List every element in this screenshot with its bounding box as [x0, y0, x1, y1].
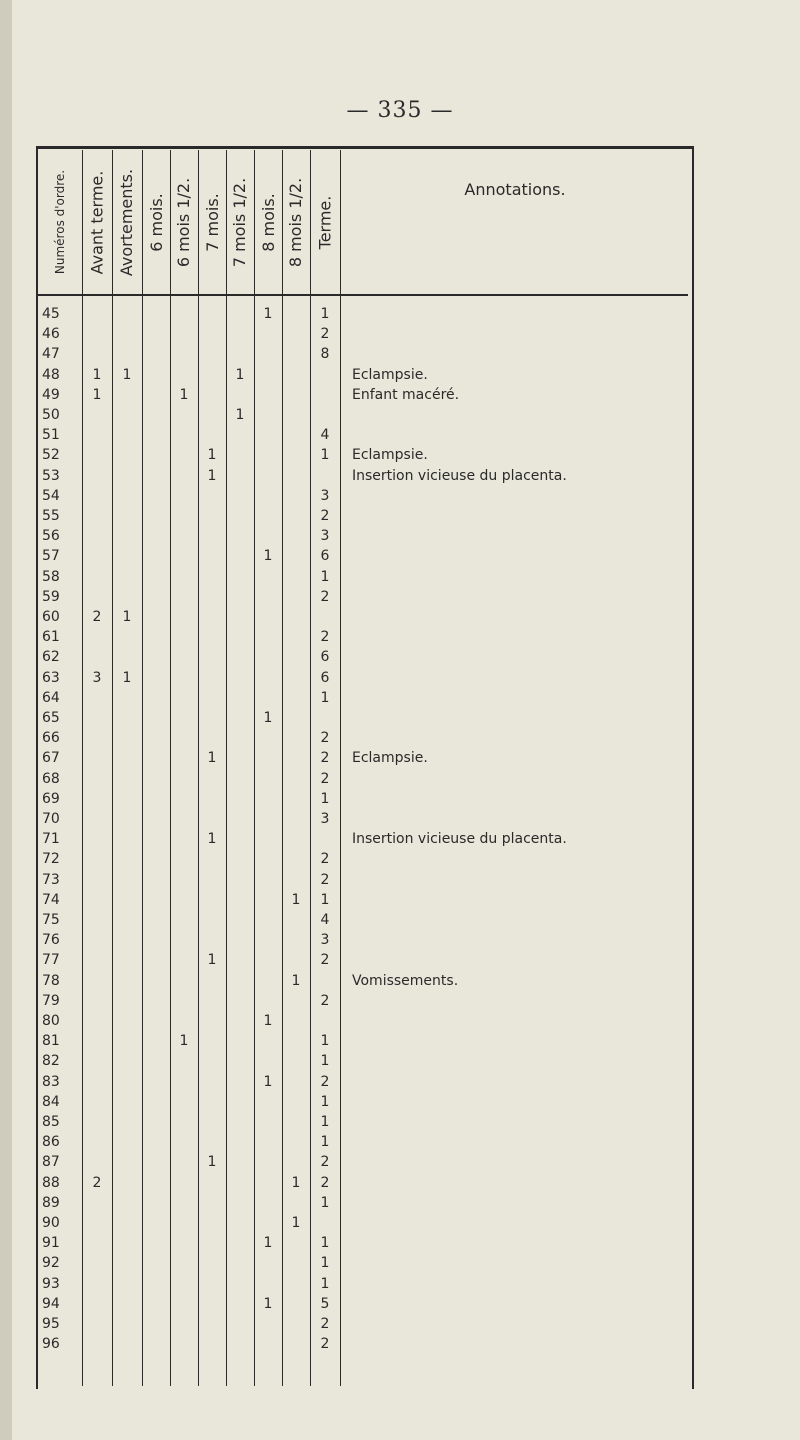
annotation-text: Eclampsie.	[352, 750, 428, 766]
cell-terme: 1	[320, 447, 330, 463]
col-header-6-mois: 6 mois.	[146, 192, 166, 252]
cell-m8: 1	[263, 1296, 273, 1312]
annotation-text: Enfant macéré.	[352, 387, 460, 403]
cell-terme: 2	[320, 629, 330, 645]
annotation-text: Eclampsie.	[352, 367, 428, 383]
cell-m6h: 1	[179, 387, 189, 403]
cell-terme: 2	[320, 589, 330, 605]
row-number: 61	[42, 629, 60, 645]
cell-m7: 1	[207, 447, 217, 463]
cell-terme: 1	[320, 1235, 330, 1251]
row-number: 76	[42, 932, 60, 948]
col-header-6-mois-demi: 6 mois 1/2.	[174, 177, 194, 267]
cell-m7: 1	[207, 1154, 217, 1170]
table-frame	[36, 146, 694, 1389]
row-number: 74	[42, 892, 60, 908]
row-number: 94	[42, 1296, 60, 1312]
row-number: 75	[42, 912, 60, 928]
col-header-8-mois: 8 mois.	[258, 192, 278, 252]
page-number: — 335 —	[346, 98, 454, 123]
row-number: 45	[42, 306, 60, 322]
row-number: 55	[42, 508, 60, 524]
cell-terme: 1	[320, 1094, 330, 1110]
row-number: 48	[42, 367, 60, 383]
cell-terme: 2	[320, 1074, 330, 1090]
cell-avant: 3	[92, 670, 102, 686]
cell-terme: 2	[320, 1175, 330, 1191]
cell-avort: 1	[122, 367, 132, 383]
row-number: 69	[42, 791, 60, 807]
cell-avant: 2	[92, 609, 102, 625]
column-divider	[282, 150, 283, 1386]
row-number: 66	[42, 730, 60, 746]
row-number: 53	[42, 468, 60, 484]
row-number: 63	[42, 670, 60, 686]
cell-terme: 1	[320, 1114, 330, 1130]
cell-terme: 4	[320, 427, 330, 443]
cell-m8: 1	[263, 548, 273, 564]
cell-terme: 2	[320, 730, 330, 746]
row-number: 83	[42, 1074, 60, 1090]
row-number: 77	[42, 952, 60, 968]
cell-terme: 2	[320, 771, 330, 787]
cell-m8h: 1	[291, 1175, 301, 1191]
cell-terme: 1	[320, 791, 330, 807]
annotation-text: Eclampsie.	[352, 447, 428, 463]
cell-m8: 1	[263, 1235, 273, 1251]
row-number: 95	[42, 1316, 60, 1332]
column-divider	[310, 150, 311, 1386]
row-number: 85	[42, 1114, 60, 1130]
row-number: 56	[42, 528, 60, 544]
row-number: 87	[42, 1154, 60, 1170]
cell-terme: 2	[320, 952, 330, 968]
cell-m7h: 1	[235, 407, 245, 423]
row-number: 64	[42, 690, 60, 706]
col-header-7-mois: 7 mois.	[202, 192, 222, 252]
cell-terme: 3	[320, 488, 330, 504]
col-header-8-mois-demi: 8 mois 1/2.	[286, 177, 306, 267]
row-number: 62	[42, 649, 60, 665]
row-number: 82	[42, 1053, 60, 1069]
cell-m7: 1	[207, 468, 217, 484]
cell-terme: 2	[320, 1316, 330, 1332]
row-number: 91	[42, 1235, 60, 1251]
cell-terme: 1	[320, 1033, 330, 1049]
row-number: 54	[42, 488, 60, 504]
cell-m8: 1	[263, 306, 273, 322]
col-header-annotations: Annotations.	[464, 180, 566, 199]
col-header-terme: Terme.	[315, 195, 335, 249]
row-number: 84	[42, 1094, 60, 1110]
row-number: 80	[42, 1013, 60, 1029]
cell-avant: 1	[92, 387, 102, 403]
cell-terme: 6	[320, 548, 330, 564]
row-number: 79	[42, 993, 60, 1009]
row-number: 46	[42, 326, 60, 342]
cell-terme: 2	[320, 1154, 330, 1170]
row-number: 70	[42, 811, 60, 827]
cell-terme: 2	[320, 326, 330, 342]
cell-terme: 2	[320, 750, 330, 766]
row-number: 72	[42, 851, 60, 867]
row-number: 96	[42, 1336, 60, 1352]
cell-terme: 4	[320, 912, 330, 928]
column-divider	[198, 150, 199, 1386]
row-number: 47	[42, 346, 60, 362]
column-divider	[112, 150, 113, 1386]
column-divider	[142, 150, 143, 1386]
cell-m7: 1	[207, 750, 217, 766]
row-number: 88	[42, 1175, 60, 1191]
cell-terme: 6	[320, 670, 330, 686]
cell-terme: 8	[320, 346, 330, 362]
cell-terme: 1	[320, 1276, 330, 1292]
row-number: 81	[42, 1033, 60, 1049]
cell-m7: 1	[207, 831, 217, 847]
row-number: 60	[42, 609, 60, 625]
row-number: 50	[42, 407, 60, 423]
cell-m8: 1	[263, 1074, 273, 1090]
cell-terme: 2	[320, 993, 330, 1009]
cell-terme: 3	[320, 811, 330, 827]
cell-terme: 2	[320, 508, 330, 524]
row-number: 71	[42, 831, 60, 847]
cell-avant: 1	[92, 367, 102, 383]
row-number: 90	[42, 1215, 60, 1231]
cell-terme: 1	[320, 1134, 330, 1150]
row-number: 92	[42, 1255, 60, 1271]
row-number: 68	[42, 771, 60, 787]
cell-avant: 2	[92, 1175, 102, 1191]
cell-m6h: 1	[179, 1033, 189, 1049]
column-divider	[340, 150, 341, 1386]
row-number: 78	[42, 973, 60, 989]
col-header-7-mois-demi: 7 mois 1/2.	[230, 177, 250, 267]
cell-terme: 2	[320, 872, 330, 888]
row-number: 89	[42, 1195, 60, 1211]
cell-terme: 6	[320, 649, 330, 665]
cell-m8h: 1	[291, 1215, 301, 1231]
cell-terme: 1	[320, 1255, 330, 1271]
column-divider	[170, 150, 171, 1386]
cell-terme: 3	[320, 932, 330, 948]
cell-m8: 1	[263, 1013, 273, 1029]
column-divider	[226, 150, 227, 1386]
cell-terme: 1	[320, 690, 330, 706]
col-header-avant-terme: Avant terme.	[87, 170, 107, 274]
cell-m8h: 1	[291, 892, 301, 908]
cell-m8h: 1	[291, 973, 301, 989]
cell-terme: 5	[320, 1296, 330, 1312]
header-rule	[38, 294, 688, 296]
cell-terme: 1	[320, 1195, 330, 1211]
page-binding-edge	[0, 0, 12, 1440]
row-number: 49	[42, 387, 60, 403]
cell-avort: 1	[122, 670, 132, 686]
cell-terme: 1	[320, 892, 330, 908]
annotation-text: Insertion vicieuse du placenta.	[352, 831, 567, 847]
annotation-text: Insertion vicieuse du placenta.	[352, 468, 567, 484]
col-header-avortements: Avortements.	[117, 168, 137, 276]
row-number: 65	[42, 710, 60, 726]
annotation-text: Vomissements.	[352, 973, 459, 989]
row-number: 73	[42, 872, 60, 888]
cell-m7h: 1	[235, 367, 245, 383]
col-header-numeros: Numéros d'ordre.	[53, 169, 68, 275]
cell-terme: 1	[320, 569, 330, 585]
cell-terme: 1	[320, 1053, 330, 1069]
cell-terme: 2	[320, 1336, 330, 1352]
cell-m8: 1	[263, 710, 273, 726]
column-divider	[82, 150, 83, 1386]
row-number: 59	[42, 589, 60, 605]
row-number: 67	[42, 750, 60, 766]
row-number: 58	[42, 569, 60, 585]
row-number: 93	[42, 1276, 60, 1292]
cell-terme: 2	[320, 851, 330, 867]
row-number: 57	[42, 548, 60, 564]
cell-m7: 1	[207, 952, 217, 968]
cell-terme: 3	[320, 528, 330, 544]
row-number: 86	[42, 1134, 60, 1150]
row-number: 51	[42, 427, 60, 443]
column-divider	[254, 150, 255, 1386]
cell-avort: 1	[122, 609, 132, 625]
row-number: 52	[42, 447, 60, 463]
cell-terme: 1	[320, 306, 330, 322]
